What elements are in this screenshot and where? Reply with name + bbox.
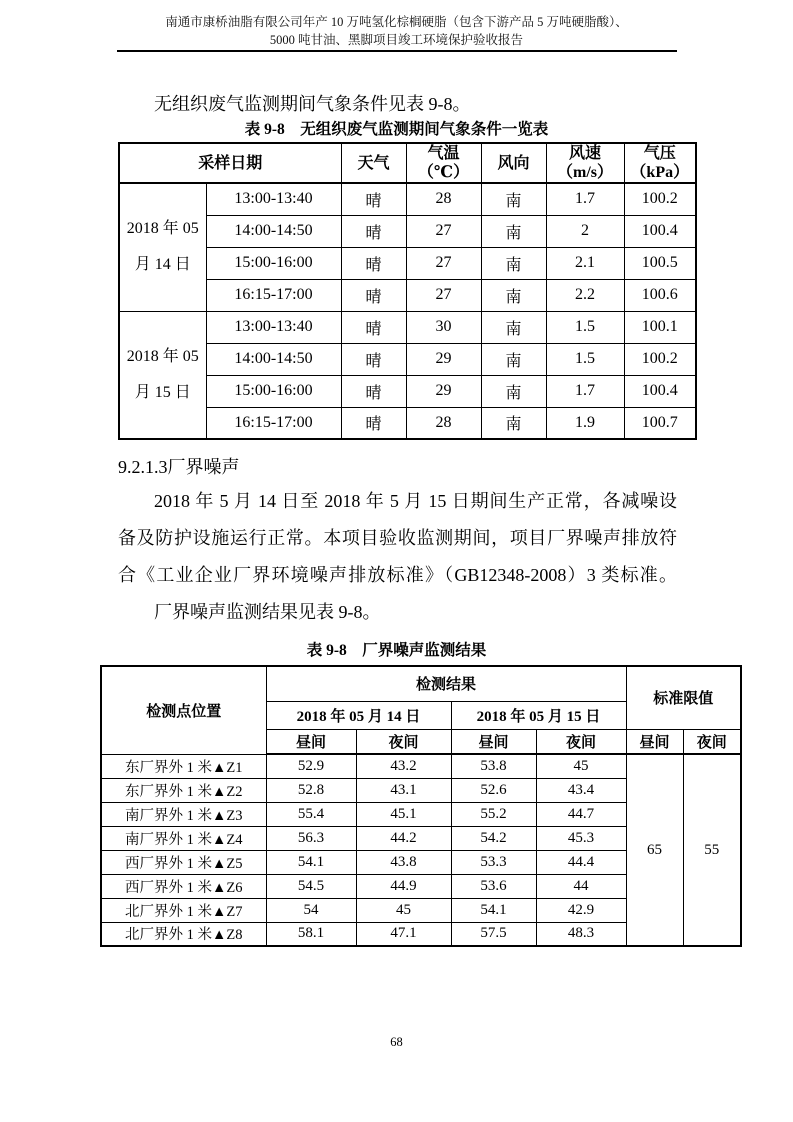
weather-header: 天气 [341,143,406,183]
value-cell: 44.2 [356,826,451,850]
weather-table-caption: 表 9-8 无组织废气监测期间气象条件一览表 [244,121,549,138]
sample-date-header: 采样日期 [119,143,341,183]
value-cell: 45.3 [536,826,626,850]
temp-cell: 28 [406,183,481,215]
wind-speed-cell: 2 [546,215,624,247]
weather-row [119,311,696,343]
value-cell: 44.4 [536,850,626,874]
value-cell: 47.1 [356,922,451,946]
value-cell: 48.3 [536,922,626,946]
location-cell: 东厂界外 1 米▲Z1 [101,754,266,778]
temp-cell: 29 [406,343,481,375]
weather-cell: 晴 [341,279,406,311]
weather-row [119,215,696,247]
noise-paragraph [118,483,677,594]
wind-speed-cell: 1.7 [546,375,624,407]
noise-table-caption: 表 9-8 厂界噪声监测结果 [306,642,487,659]
header-rule [117,50,677,52]
wind-dir-cell: 南 [481,311,546,343]
wind-speed-cell: 1.5 [546,343,624,375]
weather-cell: 晴 [341,375,406,407]
wind-dir-cell: 南 [481,215,546,247]
result-note-paragraph: 厂界噪声监测结果见表 9-8。 [154,602,381,622]
pressure-header [624,143,696,183]
weather-cell: 晴 [341,311,406,343]
value-cell: 54.1 [451,898,536,922]
wind-speed-header-label: 风速 [569,145,602,162]
value-cell: 54.5 [266,874,356,898]
weather-row [119,407,696,439]
wind-dir-cell: 南 [481,247,546,279]
wind-speed-header [546,143,624,183]
value-cell: 52.9 [266,754,356,778]
temp-cell: 30 [406,311,481,343]
value-cell: 45 [356,898,451,922]
value-cell: 43.8 [356,850,451,874]
value-cell: 43.1 [356,778,451,802]
value-cell: 55.2 [451,802,536,826]
location-cell: 西厂界外 1 米▲Z6 [101,874,266,898]
time-cell: 16:15-17:00 [206,279,341,311]
value-cell: 44.7 [536,802,626,826]
pressure-cell: 100.4 [624,215,696,247]
pressure-header-label: 气压 [643,145,676,162]
temp-cell: 27 [406,247,481,279]
wind-speed-header-unit: （m/s） [557,164,614,181]
weather-cell: 晴 [341,183,406,215]
location-cell: 西厂界外 1 米▲Z5 [101,850,266,874]
value-cell: 44 [536,874,626,898]
value-cell: 57.5 [451,922,536,946]
paragraph-line: 备及防护设施运行正常。本项目验收监测期间，项目厂界噪声排放符 [118,528,677,548]
location-cell: 南厂界外 1 米▲Z4 [101,826,266,850]
location-cell: 北厂界外 1 米▲Z7 [101,898,266,922]
value-cell: 54 [266,898,356,922]
day-header: 昼间 [626,729,683,754]
weather-row [119,343,696,375]
time-cell: 15:00-16:00 [206,247,341,279]
wind-dir-cell: 南 [481,279,546,311]
value-cell: 58.1 [266,922,356,946]
noise-row [101,754,741,778]
location-cell: 南厂界外 1 米▲Z3 [101,802,266,826]
temp-cell: 27 [406,279,481,311]
weather-cell: 晴 [341,407,406,439]
value-cell: 52.8 [266,778,356,802]
header-line-1: 南通市康桥油脂有限公司年产 10 万吨氢化棕榈硬脂（包含下游产品 5 万吨硬脂酸）、 [165,15,628,29]
wind-dir-cell: 南 [481,407,546,439]
value-cell: 54.1 [266,850,356,874]
value-cell: 53.8 [451,754,536,778]
paragraph-line: 2018 年 5 月 14 日至 2018 年 5 月 15 日期间生产正常，各减噪设 [154,491,677,511]
wind-dir-cell: 南 [481,343,546,375]
value-cell: 45.1 [356,802,451,826]
weather-header-row [119,143,696,183]
value-cell: 56.3 [266,826,356,850]
night-header: 夜间 [356,729,451,754]
day-header: 昼间 [266,729,356,754]
location-header: 检测点位置 [101,666,266,754]
day-header: 昼间 [451,729,536,754]
time-cell: 13:00-13:40 [206,311,341,343]
noise-header-row-1 [101,666,741,701]
time-cell: 15:00-16:00 [206,375,341,407]
weather-conditions-table [118,142,697,440]
results-header: 检测结果 [266,666,626,701]
location-cell: 北厂界外 1 米▲Z8 [101,922,266,946]
time-cell: 14:00-14:50 [206,343,341,375]
wind-speed-cell: 2.2 [546,279,624,311]
value-cell: 52.6 [451,778,536,802]
wind-speed-cell: 1.7 [546,183,624,215]
sample-date-cell: 2018 年 05 月 14 日 [119,183,206,311]
time-cell: 14:00-14:50 [206,215,341,247]
pressure-cell: 100.4 [624,375,696,407]
limit-day-cell: 65 [626,754,683,946]
header-line-2: 5000 吨甘油、黑脚项目竣工环境保护验收报告 [269,33,524,47]
wind-speed-cell: 2.1 [546,247,624,279]
wind-speed-cell: 1.9 [546,407,624,439]
value-cell: 43.4 [536,778,626,802]
weather-row [119,247,696,279]
section-heading-noise: 9.2.1.3厂界噪声 [118,457,240,477]
weather-row [119,375,696,407]
value-cell: 54.2 [451,826,536,850]
pressure-cell: 100.2 [624,343,696,375]
pressure-cell: 100.1 [624,311,696,343]
pressure-header-unit: （kPa） [630,164,690,181]
noise-results-table [100,665,742,947]
pressure-cell: 100.7 [624,407,696,439]
value-cell: 44.9 [356,874,451,898]
weather-row [119,183,696,215]
value-cell: 53.6 [451,874,536,898]
wind-dir-cell: 南 [481,183,546,215]
temp-cell: 29 [406,375,481,407]
document-header [0,13,793,49]
date2-header: 2018 年 05 月 15 日 [451,701,626,729]
time-cell: 16:15-17:00 [206,407,341,439]
temp-header-unit: （℃） [417,164,470,181]
page-number: 68 [390,1035,403,1049]
wind-speed-cell: 1.5 [546,311,624,343]
time-cell: 13:00-13:40 [206,183,341,215]
sample-date-cell: 2018 年 05 月 15 日 [119,311,206,439]
temp-cell: 28 [406,407,481,439]
weather-cell: 晴 [341,247,406,279]
value-cell: 45 [536,754,626,778]
limit-night-cell: 55 [683,754,741,946]
weather-cell: 晴 [341,343,406,375]
value-cell: 42.9 [536,898,626,922]
value-cell: 43.2 [356,754,451,778]
paragraph-line: 合《工业企业厂界环境噪声排放标准》（GB12348-2008）3 类标准。 [118,565,677,585]
value-cell: 55.4 [266,802,356,826]
wind-dir-header: 风向 [481,143,546,183]
temp-cell: 27 [406,215,481,247]
value-cell: 53.3 [451,850,536,874]
night-header: 夜间 [683,729,741,754]
weather-row [119,279,696,311]
temp-header-label: 气温 [427,145,460,162]
weather-cell: 晴 [341,215,406,247]
temp-header [406,143,481,183]
pressure-cell: 100.2 [624,183,696,215]
pressure-cell: 100.6 [624,279,696,311]
limits-header: 标准限值 [626,666,741,729]
location-cell: 东厂界外 1 米▲Z2 [101,778,266,802]
pressure-cell: 100.5 [624,247,696,279]
night-header: 夜间 [536,729,626,754]
wind-dir-cell: 南 [481,375,546,407]
date1-header: 2018 年 05 月 14 日 [266,701,451,729]
intro-paragraph: 无组织废气监测期间气象条件见表 9-8。 [154,94,471,114]
